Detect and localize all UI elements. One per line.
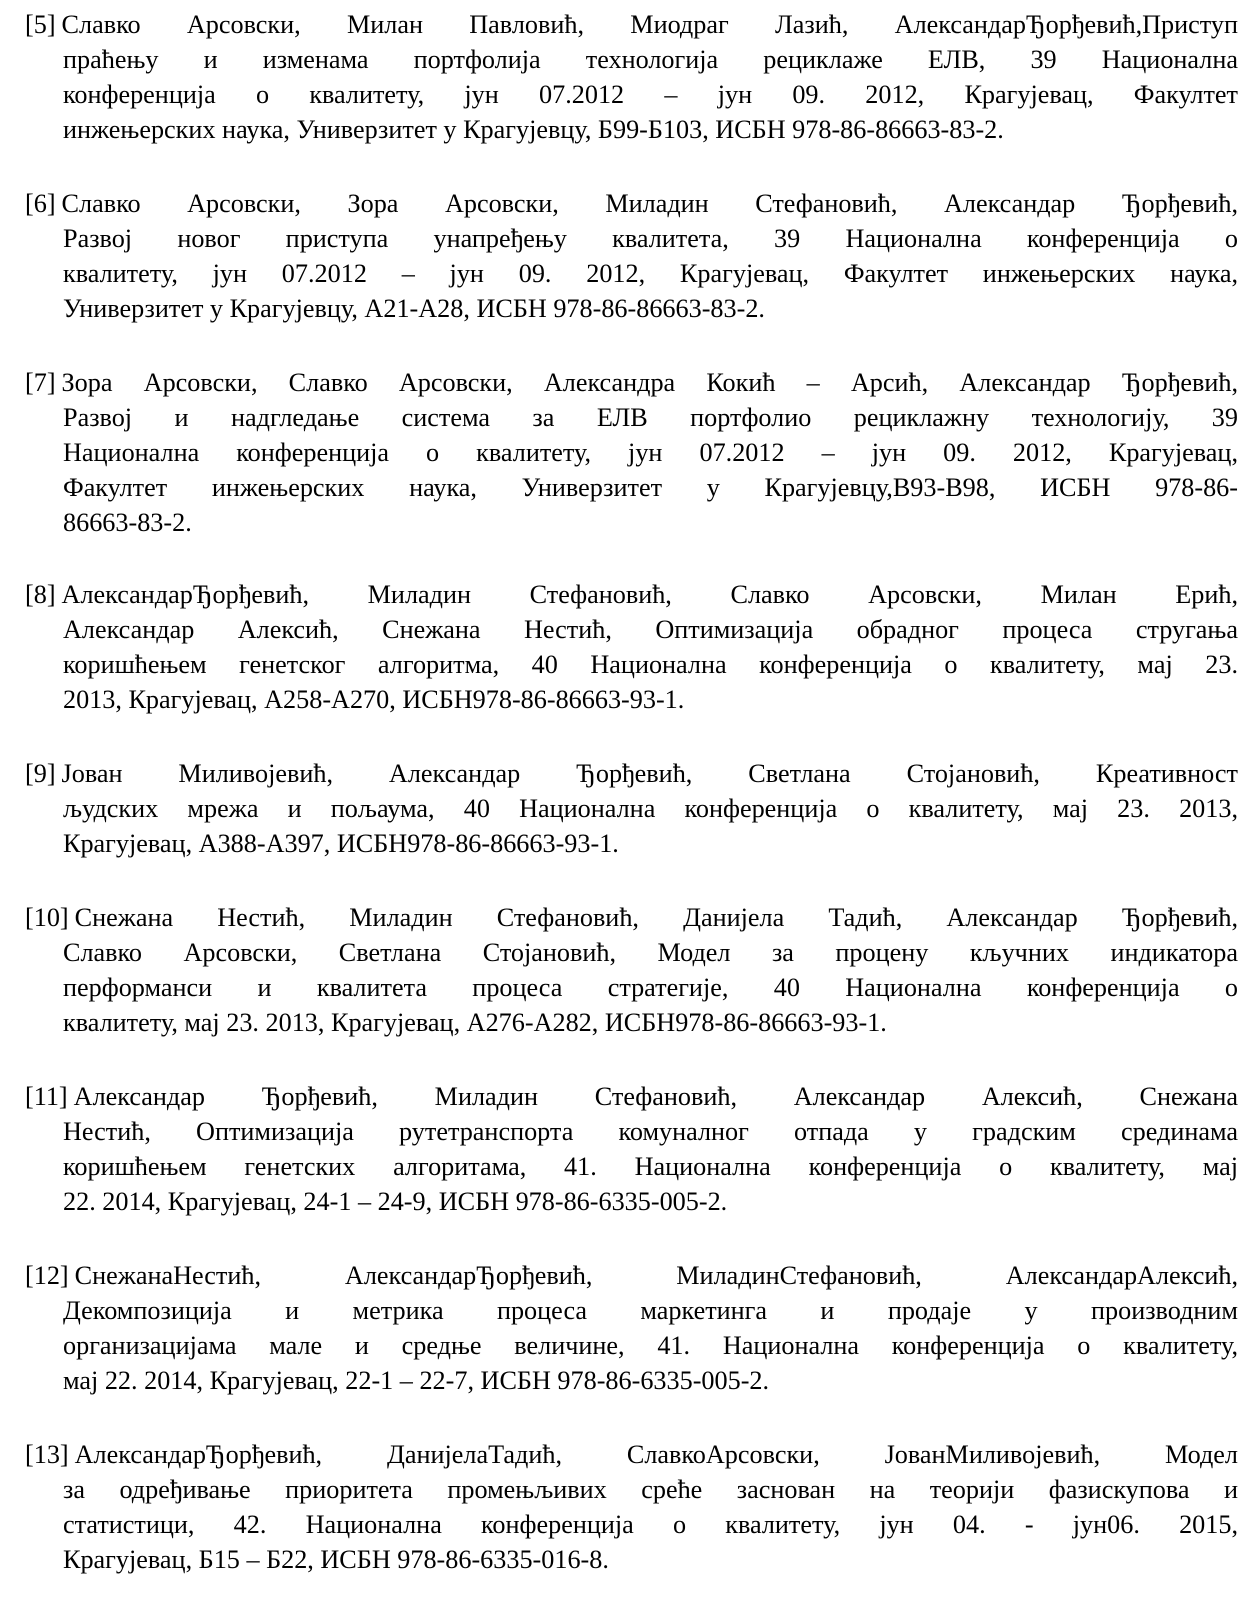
- reference-line: Факултет инжењерских наука, Универзитет у Крагујевцу,В93-В98, ИСБН 978-86-: [63, 473, 1238, 502]
- reference-line: перформанси и квалитета процеса стратегије, 40 Национална конференција о: [63, 973, 1238, 1002]
- reference-number: [5]: [25, 10, 56, 39]
- reference-number: [8]: [25, 580, 56, 609]
- reference-line: за одређивање приоритета промењљивих среће заснован на теорији фазискупова и: [63, 1475, 1238, 1504]
- reference-line: [11] Александар Ђорђевић, Миладин Стефановић, Александар Алексић, Снежана: [25, 1082, 1238, 1111]
- reference-line: мај 22. 2014, Крагујевац, 22-1 – 22-7, ИСБН 978-86-6335-005-2.: [63, 1366, 770, 1395]
- reference-line: [6] Славко Арсовски, Зора Арсовски, Миладин Стефановић, Александар Ђорђевић,: [25, 189, 1238, 218]
- reference-line: људских мрежа и пољаума, 40 Национална конференција о квалитету, мај 23. 2013,: [63, 794, 1238, 823]
- reference-line: Декомпозиција и метрика процеса маркетинга и продаје у производним: [63, 1296, 1238, 1325]
- reference-number: [9]: [25, 759, 56, 788]
- reference-line: 86663-83-2.: [63, 508, 192, 537]
- reference-number: [6]: [25, 189, 56, 218]
- reference-line: квалитету, јун 07.2012 – јун 09. 2012, Крагујевац, Факултет инжењерских наука,: [63, 259, 1238, 288]
- reference-line: праћењу и изменама портфолија технологија рециклаже ЕЛВ, 39 Национална: [63, 45, 1238, 74]
- reference-line: Развој и надгледање система за ЕЛВ портфолио рециклажну технологију, 39: [63, 403, 1238, 432]
- reference-line: статистици, 42. Национална конференција о квалитету, јун 04. - јун06. 2015,: [63, 1510, 1238, 1539]
- reference-number: [10]: [25, 903, 69, 932]
- reference-line: [7] Зора Арсовски, Славко Арсовски, Александра Кокић – Арсић, Александар Ђорђевић,: [25, 368, 1238, 397]
- reference-line: [13] АлександарЂорђевић, ДанијелаТадић, СлавкоАрсовски, ЈованМиливојевић, Модел: [25, 1440, 1238, 1469]
- reference-number: [13]: [25, 1440, 69, 1469]
- reference-line: Крагујевац, Б15 – Б22, ИСБН 978-86-6335-016-8.: [63, 1545, 609, 1574]
- reference-line: [12] СнежанаНестић, АлександарЂорђевић, МиладинСтефановић, АлександарАлексић,: [25, 1261, 1238, 1290]
- reference-number: [12]: [25, 1261, 69, 1290]
- reference-line: квалитету, мај 23. 2013, Крагујевац, А276-А282, ИСБН978-86-86663-93-1.: [63, 1008, 887, 1037]
- reference-line: [10] Снежана Нестић, Миладин Стефановић, Данијела Тадић, Александар Ђорђевић,: [25, 903, 1238, 932]
- reference-line: коришћењем генетског алгоритма, 40 Национална конференција о квалитету, мај 23.: [63, 650, 1238, 679]
- reference-line: [9] Јован Миливојевић, Александар Ђорђевић, Светлана Стојановић, Креативност: [25, 759, 1238, 788]
- reference-line: организацијама мале и средње величине, 41. Национална конференција о квалитету,: [63, 1331, 1238, 1360]
- reference-line: конференција о квалитету, јун 07.2012 – јун 09. 2012, Крагујевац, Факултет: [63, 80, 1238, 109]
- reference-line: Крагујевац, А388-А397, ИСБН978-86-86663-93-1.: [63, 829, 619, 858]
- reference-line: 22. 2014, Крагујевац, 24-1 – 24-9, ИСБН 978-86-6335-005-2.: [63, 1187, 728, 1216]
- reference-line: инжењерских наука, Универзитет у Крагујевцу, Б99-Б103, ИСБН 978-86-86663-83-2.: [63, 115, 1004, 144]
- reference-line: 2013, Крагујевац, А258-А270, ИСБН978-86-86663-93-1.: [63, 685, 685, 714]
- reference-line: [5] Славко Арсовски, Милан Павловић, Миодраг Лазић, АлександарЂорђевић,Приступ: [25, 10, 1238, 39]
- reference-line: Развој новог приступа унапређењу квалитета, 39 Национална конференција о: [63, 224, 1238, 253]
- reference-line: коришћењем генетских алгоритама, 41. Национална конференција о квалитету, мај: [63, 1152, 1238, 1181]
- reference-line: Александар Алексић, Снежана Нестић, Оптимизација обрадног процеса стругања: [63, 615, 1238, 644]
- reference-line: Славко Арсовски, Светлана Стојановић, Модел за процену кључних индикатора: [63, 938, 1238, 967]
- reference-line: Нестић, Оптимизација рутетранспорта комуналног отпада у градским срединама: [63, 1117, 1238, 1146]
- reference-line: Универзитет у Крагујевцу, А21-А28, ИСБН 978-86-86663-83-2.: [63, 294, 765, 323]
- reference-line: Национална конференција о квалитету, јун 07.2012 – јун 09. 2012, Крагујевац,: [63, 438, 1238, 467]
- reference-number: [7]: [25, 368, 56, 397]
- reference-number: [11]: [25, 1082, 68, 1111]
- reference-line: [8] АлександарЂорђевић, Миладин Стефановић, Славко Арсовски, Милан Ерић,: [25, 580, 1238, 609]
